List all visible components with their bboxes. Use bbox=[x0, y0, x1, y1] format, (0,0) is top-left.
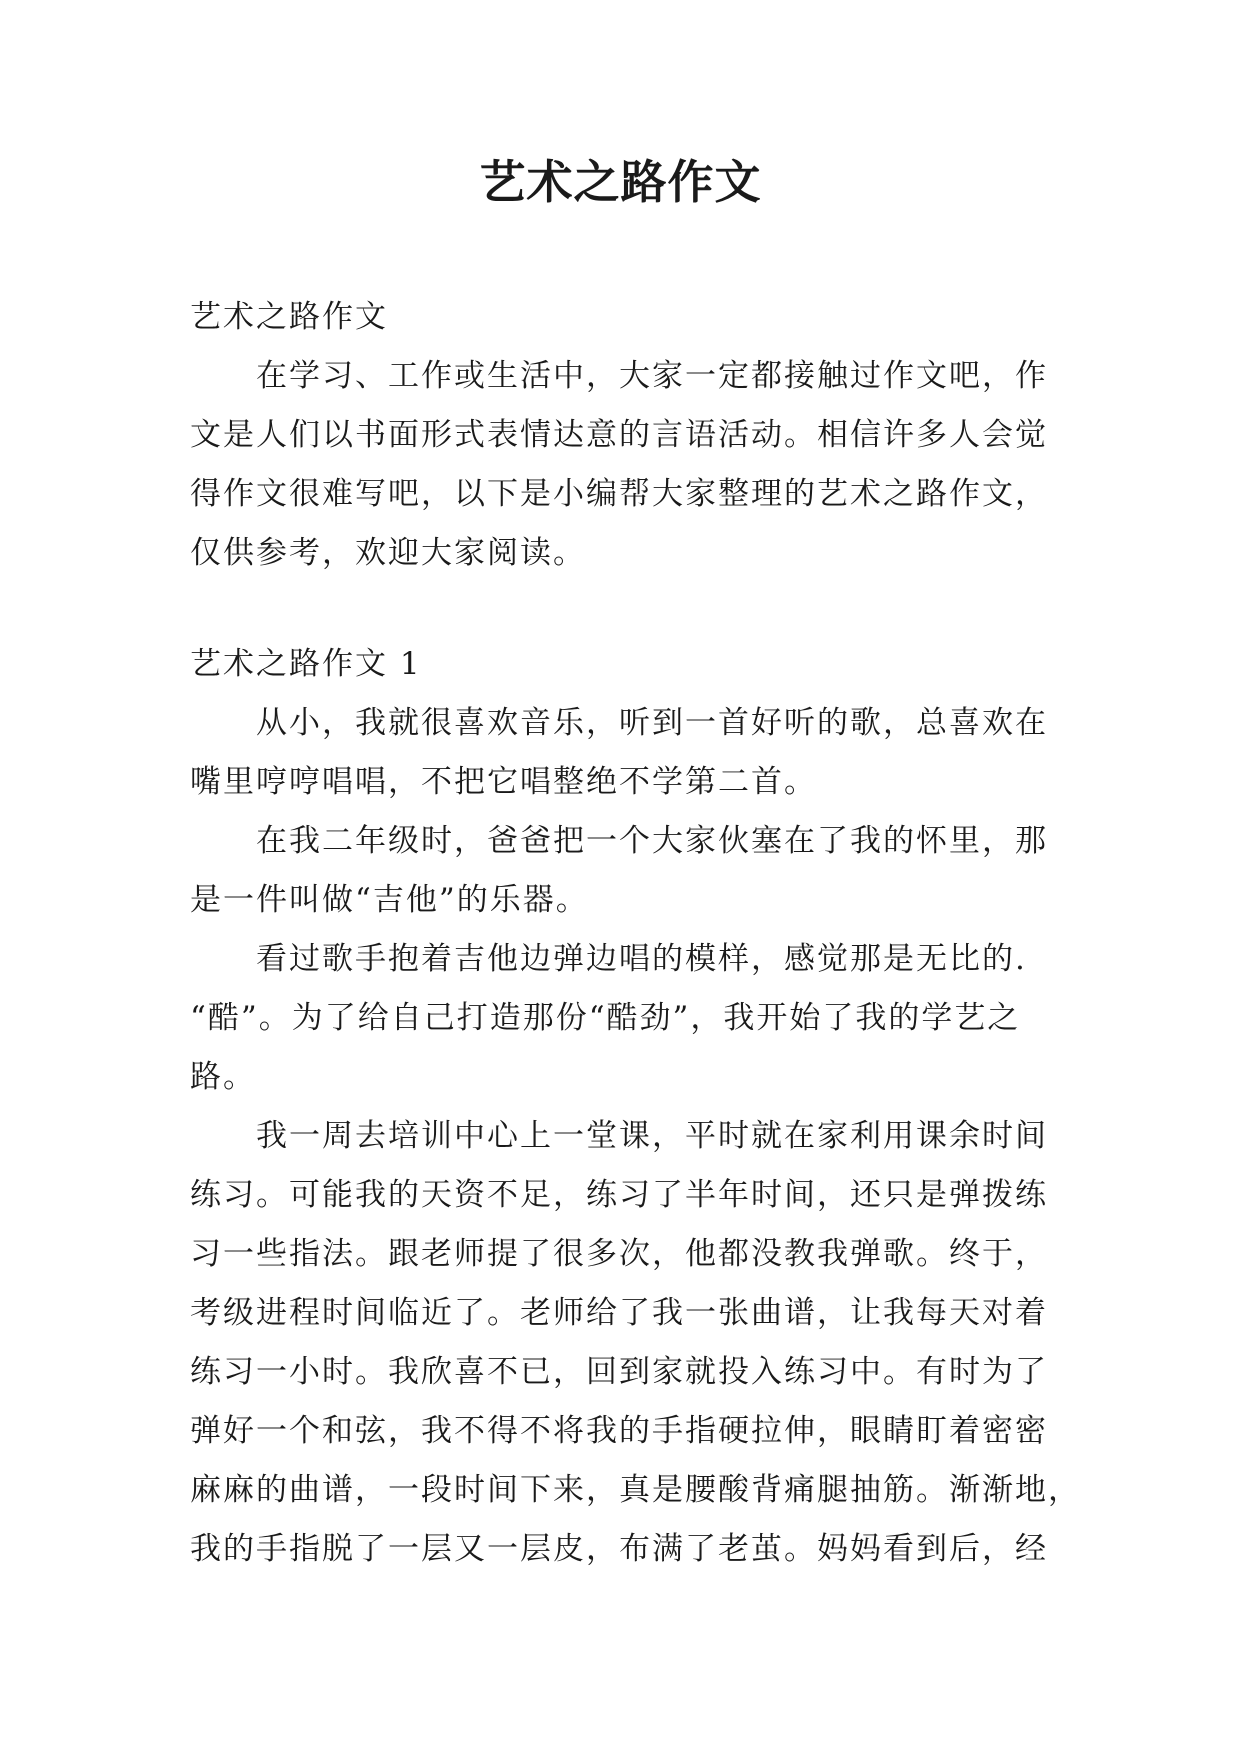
paragraph-line: 在学习、工作或生活中，大家一定都接触过作文吧，作 bbox=[256, 358, 1048, 394]
paragraph-line: 练习一小时。我欣喜不已，回到家就投入练习中。有时为了 bbox=[190, 1354, 1048, 1390]
paragraph-line: 习一些指法。跟老师提了很多次，他都没教我弹歌。终于， bbox=[190, 1236, 1048, 1272]
paragraph-line: 得作文很难写吧，以下是小编帮大家整理的艺术之路作文， bbox=[190, 476, 1048, 512]
subtitle: 艺术之路作文 bbox=[190, 299, 388, 335]
paragraph-line: 我的手指脱了一层又一层皮，布满了老茧。妈妈看到后，经 bbox=[190, 1531, 1048, 1567]
document-title: 艺术之路作文 bbox=[479, 155, 762, 209]
paragraph-1 bbox=[190, 694, 1070, 812]
paragraph-line: 仅供参考，欢迎大家阅读。 bbox=[190, 535, 586, 571]
paragraph-line: 文是人们以书面形式表情达意的言语活动。相信许多人会觉 bbox=[190, 417, 1048, 453]
paragraph-line: 路。 bbox=[190, 1059, 256, 1095]
paragraph-line: 看过歌手抱着吉他边弹边唱的模样，感觉那是无比的. bbox=[256, 941, 1027, 977]
paragraph-line: “酷”。为了给自己打造那份“酷劲”，我开始了我的学艺之 bbox=[190, 1000, 1021, 1036]
paragraph-line: 从小，我就很喜欢音乐，听到一首好听的歌，总喜欢在 bbox=[256, 705, 1048, 741]
intro-paragraph bbox=[190, 347, 1070, 583]
paragraph-line: 在我二年级时，爸爸把一个大家伙塞在了我的怀里，那 bbox=[256, 823, 1048, 859]
paragraph-line: 弹好一个和弦，我不得不将我的手指硬拉伸，眼睛盯着密密 bbox=[190, 1413, 1048, 1449]
paragraph-line: 麻麻的曲谱，一段时间下来，真是腰酸背痛腿抽筋。渐渐地， bbox=[190, 1472, 1081, 1508]
paragraph-line: 嘴里哼哼唱唱，不把它唱整绝不学第二首。 bbox=[190, 764, 817, 800]
paragraph-3 bbox=[190, 930, 1070, 1107]
paragraph-2 bbox=[190, 812, 1070, 930]
paragraph-line: 是一件叫做“吉他”的乐器。 bbox=[190, 882, 589, 918]
document-body bbox=[190, 288, 1081, 1579]
section-heading: 艺术之路作文 1 bbox=[190, 646, 422, 682]
paragraph-line: 我一周去培训中心上一堂课，平时就在家利用课余时间 bbox=[256, 1118, 1048, 1154]
paragraph-4 bbox=[190, 1107, 1081, 1579]
section-gap bbox=[190, 583, 1070, 635]
paragraph-line: 考级进程时间临近了。老师给了我一张曲谱，让我每天对着 bbox=[190, 1295, 1048, 1331]
paragraph-line: 练习。可能我的天资不足，练习了半年时间，还只是弹拨练 bbox=[190, 1177, 1048, 1213]
